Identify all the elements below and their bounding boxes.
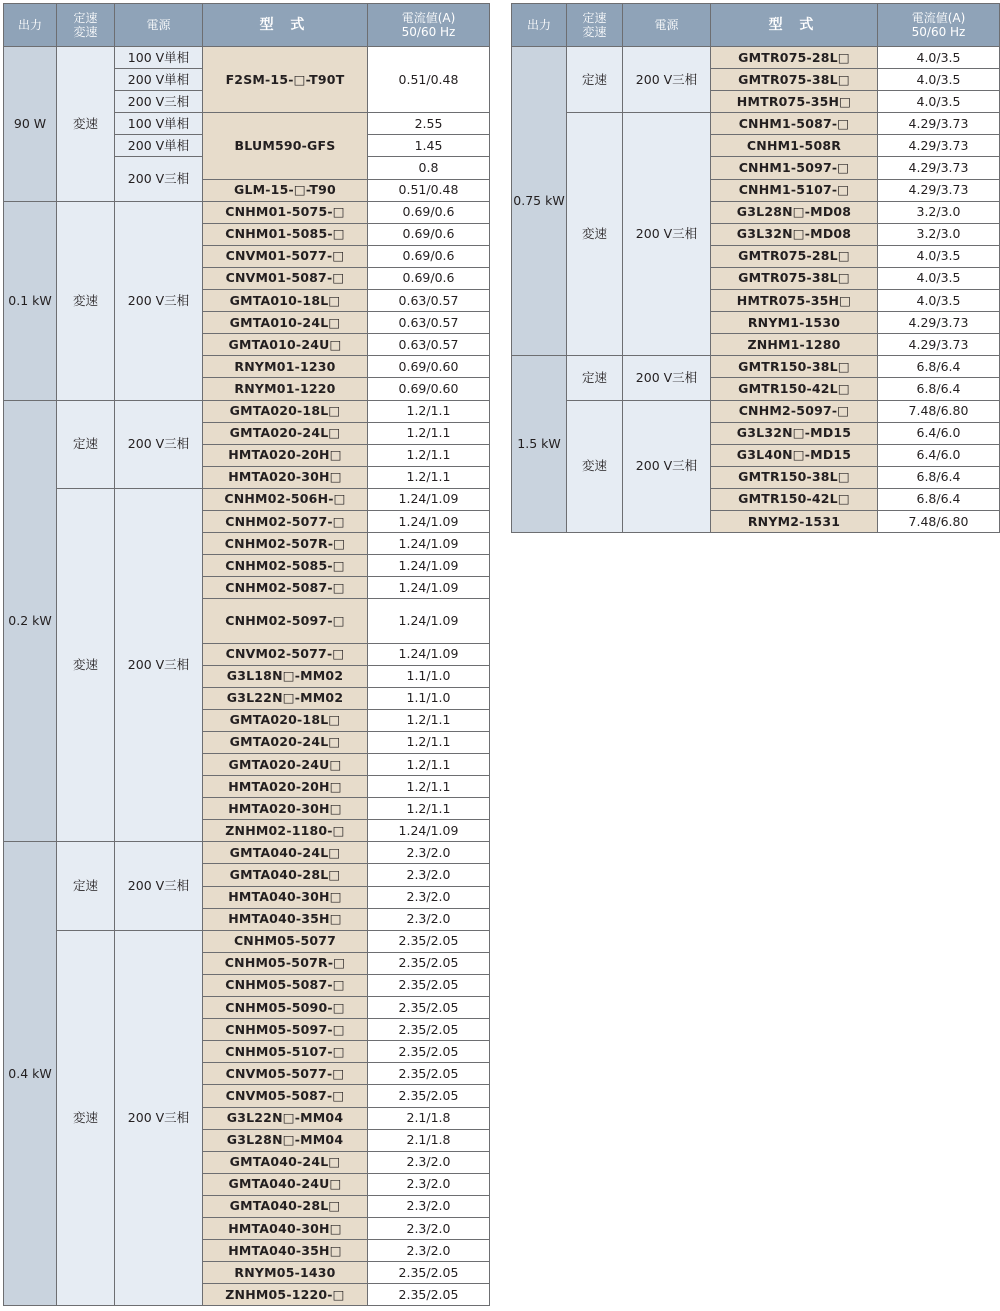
power-supply-cell: 200 V三相	[115, 842, 203, 930]
model-number-cell: ZNHM1-1280	[711, 334, 878, 356]
model-number-cell: GMTR150-42L□	[711, 378, 878, 400]
current-value-cell: 0.69/0.60	[368, 356, 490, 378]
header-current	[878, 4, 1000, 47]
table-row	[512, 400, 1000, 422]
power-supply-cell: 200 V単相	[115, 69, 203, 91]
power-supply-cell: 200 V三相	[623, 356, 711, 400]
header-speed	[57, 4, 115, 47]
model-number-cell: GMTA040-24L□	[203, 1151, 368, 1173]
header-speed-line1: 定速	[73, 11, 98, 25]
current-value-cell: 0.63/0.57	[368, 312, 490, 334]
current-value-cell: 0.69/0.6	[368, 267, 490, 289]
current-value-cell: 4.29/3.73	[878, 135, 1000, 157]
current-value-cell: 2.35/2.05	[368, 1284, 490, 1306]
power-supply-cell: 200 V三相	[115, 91, 203, 113]
model-number-cell: GMTR150-38L□	[711, 356, 878, 378]
current-value-cell: 1.24/1.09	[368, 533, 490, 555]
model-number-cell: G3L22N□-MM02	[203, 687, 368, 709]
current-value-cell: 2.35/2.05	[368, 974, 490, 996]
power-supply-cell: 200 V三相	[623, 113, 711, 356]
table-row	[512, 113, 1000, 135]
speed-type-cell: 変速	[567, 400, 623, 533]
current-value-cell: 6.4/6.0	[878, 422, 1000, 444]
current-value-cell: 1.24/1.09	[368, 488, 490, 510]
header-speed-line2: 変速	[582, 25, 607, 39]
header-current-line2: 50/60 Hz	[911, 25, 966, 39]
model-number-cell: HMTA020-20H□	[203, 444, 368, 466]
model-number-cell: G3L28N□-MD08	[711, 201, 878, 223]
model-number-cell: RNYM1-1530	[711, 312, 878, 334]
model-number-cell: CNHM05-5077	[203, 930, 368, 952]
current-value-cell: 1.1/1.0	[368, 665, 490, 687]
current-value-cell: 0.8	[368, 157, 490, 179]
model-number-cell: CNVM02-5077-□	[203, 643, 368, 665]
header-model: 型 式	[711, 4, 878, 47]
speed-type-cell: 変速	[57, 930, 115, 1306]
model-number-cell: GMTR075-28L□	[711, 245, 878, 267]
model-number-cell: RNYM01-1230	[203, 356, 368, 378]
power-supply-cell: 200 V三相	[115, 930, 203, 1306]
current-value-cell: 2.3/2.0	[368, 886, 490, 908]
header-row	[4, 4, 490, 47]
model-number-cell: GMTA010-18L□	[203, 290, 368, 312]
model-number-cell: G3L18N□-MM02	[203, 665, 368, 687]
model-number-cell: GMTA040-28L□	[203, 1195, 368, 1217]
current-value-cell: 1.24/1.09	[368, 555, 490, 577]
model-number-cell: HMTA040-35H□	[203, 1240, 368, 1262]
model-number-cell: RNYM01-1220	[203, 378, 368, 400]
current-value-cell: 1.24/1.09	[368, 510, 490, 532]
model-number-cell: HMTA020-30H□	[203, 798, 368, 820]
header-speed-line1: 定速	[582, 11, 607, 25]
model-number-cell: CNHM05-5107-□	[203, 1041, 368, 1063]
model-number-cell: G3L32N□-MD15	[711, 422, 878, 444]
power-supply-cell: 200 V三相	[115, 488, 203, 842]
current-value-cell: 4.29/3.73	[878, 157, 1000, 179]
model-number-cell: CNHM05-507R-□	[203, 952, 368, 974]
model-number-cell: GMTR150-42L□	[711, 488, 878, 510]
header-current	[368, 4, 490, 47]
current-value-cell: 6.4/6.0	[878, 444, 1000, 466]
header-current-line1: 電流値(A)	[911, 11, 966, 25]
header-row	[512, 4, 1000, 47]
model-number-cell: GMTA040-24U□	[203, 1173, 368, 1195]
current-value-cell: 2.3/2.0	[368, 1151, 490, 1173]
current-value-cell: 2.55	[368, 113, 490, 135]
current-value-cell: 1.2/1.1	[368, 444, 490, 466]
model-number-cell: GMTA010-24U□	[203, 334, 368, 356]
model-number-cell: CNVM05-5077-□	[203, 1063, 368, 1085]
model-number-cell: G3L40N□-MD15	[711, 444, 878, 466]
current-value-cell: 2.35/2.05	[368, 952, 490, 974]
power-supply-cell: 200 V三相	[623, 400, 711, 533]
current-value-cell: 1.2/1.1	[368, 422, 490, 444]
current-value-cell: 1.2/1.1	[368, 466, 490, 488]
model-number-cell: G3L32N□-MD08	[711, 223, 878, 245]
model-number-cell: GMTA010-24L□	[203, 312, 368, 334]
current-value-cell: 7.48/6.80	[878, 510, 1000, 532]
current-value-cell: 1.1/1.0	[368, 687, 490, 709]
spec-table-left	[3, 3, 490, 1306]
model-number-cell: CNHM02-5097-□	[203, 599, 368, 643]
model-number-cell: CNVM05-5087-□	[203, 1085, 368, 1107]
model-number-cell: GLM-15-□-T90	[203, 179, 368, 201]
current-value-cell: 0.63/0.57	[368, 334, 490, 356]
current-value-cell: 3.2/3.0	[878, 201, 1000, 223]
model-number-cell: HMTA020-30H□	[203, 466, 368, 488]
current-value-cell: 4.0/3.5	[878, 245, 1000, 267]
current-value-cell: 4.0/3.5	[878, 69, 1000, 91]
speed-type-cell: 定速	[567, 47, 623, 113]
current-value-cell: 3.2/3.0	[878, 223, 1000, 245]
current-value-cell: 4.29/3.73	[878, 334, 1000, 356]
current-value-cell: 0.69/0.6	[368, 223, 490, 245]
model-number-cell: RNYM05-1430	[203, 1262, 368, 1284]
current-value-cell: 4.29/3.73	[878, 312, 1000, 334]
model-number-cell: HMTR075-35H□	[711, 91, 878, 113]
table-row	[4, 930, 490, 952]
model-number-cell: ZNHM02-1180-□	[203, 820, 368, 842]
model-number-cell: GMTA020-24L□	[203, 731, 368, 753]
speed-type-cell: 定速	[57, 842, 115, 930]
current-value-cell: 4.29/3.73	[878, 113, 1000, 135]
model-number-cell: ZNHM05-1220-□	[203, 1284, 368, 1306]
header-power: 電源	[115, 4, 203, 47]
header-speed-line2: 変速	[73, 25, 98, 39]
model-number-cell: G3L22N□-MM04	[203, 1107, 368, 1129]
power-supply-cell: 200 V三相	[115, 157, 203, 201]
model-number-cell: CNHM02-5087-□	[203, 577, 368, 599]
current-value-cell: 2.35/2.05	[368, 1085, 490, 1107]
current-value-cell: 2.35/2.05	[368, 1019, 490, 1041]
current-value-cell: 2.3/2.0	[368, 864, 490, 886]
current-value-cell: 2.1/1.8	[368, 1107, 490, 1129]
speed-type-cell: 定速	[567, 356, 623, 400]
current-value-cell: 2.35/2.05	[368, 1262, 490, 1284]
current-value-cell: 1.2/1.1	[368, 798, 490, 820]
current-value-cell: 2.3/2.0	[368, 1173, 490, 1195]
current-value-cell: 0.69/0.6	[368, 201, 490, 223]
speed-type-cell: 変速	[567, 113, 623, 356]
current-value-cell: 6.8/6.4	[878, 356, 1000, 378]
current-value-cell: 4.0/3.5	[878, 290, 1000, 312]
model-number-cell: CNHM02-5085-□	[203, 555, 368, 577]
model-number-cell: CNHM1-5097-□	[711, 157, 878, 179]
table-row	[4, 842, 490, 864]
current-value-cell: 1.24/1.09	[368, 599, 490, 643]
power-supply-cell: 100 V単相	[115, 47, 203, 69]
model-number-cell: GMTR075-28L□	[711, 47, 878, 69]
model-number-cell: GMTR075-38L□	[711, 267, 878, 289]
current-value-cell: 1.2/1.1	[368, 731, 490, 753]
current-value-cell: 2.3/2.0	[368, 842, 490, 864]
current-value-cell: 0.69/0.6	[368, 245, 490, 267]
model-number-cell: CNHM01-5075-□	[203, 201, 368, 223]
model-number-cell: GMTA040-24L□	[203, 842, 368, 864]
current-value-cell: 2.3/2.0	[368, 1195, 490, 1217]
table-row	[4, 47, 490, 69]
model-number-cell: CNHM05-5087-□	[203, 974, 368, 996]
output-cell: 0.1 kW	[4, 201, 57, 400]
current-value-cell: 1.2/1.1	[368, 400, 490, 422]
current-value-cell: 1.2/1.1	[368, 709, 490, 731]
current-value-cell: 4.29/3.73	[878, 179, 1000, 201]
current-value-cell: 2.35/2.05	[368, 1041, 490, 1063]
model-number-cell: HMTA040-30H□	[203, 886, 368, 908]
output-cell: 90 W	[4, 47, 57, 202]
current-value-cell: 7.48/6.80	[878, 400, 1000, 422]
table-body-right	[512, 47, 1000, 533]
header-output: 出力	[512, 4, 567, 47]
header-current-line2: 50/60 Hz	[401, 25, 456, 39]
header-speed	[567, 4, 623, 47]
current-value-cell: 2.3/2.0	[368, 908, 490, 930]
model-number-cell: GMTR075-38L□	[711, 69, 878, 91]
model-number-cell: HMTR075-35H□	[711, 290, 878, 312]
current-value-cell: 2.3/2.0	[368, 1217, 490, 1239]
speed-type-cell: 変速	[57, 47, 115, 202]
table-row	[512, 47, 1000, 69]
current-value-cell: 4.0/3.5	[878, 91, 1000, 113]
current-value-cell: 6.8/6.4	[878, 378, 1000, 400]
spec-table-right	[511, 3, 1000, 533]
power-supply-cell: 200 V三相	[115, 201, 203, 400]
model-number-cell: CNHM05-5097-□	[203, 1019, 368, 1041]
current-value-cell: 2.35/2.05	[368, 997, 490, 1019]
model-number-cell: CNHM01-5085-□	[203, 223, 368, 245]
current-value-cell: 1.2/1.1	[368, 754, 490, 776]
model-number-cell: HMTA040-30H□	[203, 1217, 368, 1239]
header-model: 型 式	[203, 4, 368, 47]
model-number-cell: G3L28N□-MM04	[203, 1129, 368, 1151]
model-number-cell: F2SM-15-□-T90T	[203, 47, 368, 113]
model-number-cell: HMTA040-35H□	[203, 908, 368, 930]
model-number-cell: BLUM590-GFS	[203, 113, 368, 179]
current-value-cell: 2.35/2.05	[368, 930, 490, 952]
header-output: 出力	[4, 4, 57, 47]
model-number-cell: CNHM02-507R-□	[203, 533, 368, 555]
model-number-cell: CNHM05-5090-□	[203, 997, 368, 1019]
current-value-cell: 1.24/1.09	[368, 577, 490, 599]
output-cell: 0.4 kW	[4, 842, 57, 1306]
output-cell: 1.5 kW	[512, 356, 567, 533]
output-cell: 0.2 kW	[4, 400, 57, 842]
power-supply-cell: 200 V三相	[623, 47, 711, 113]
current-value-cell: 6.8/6.4	[878, 466, 1000, 488]
model-number-cell: RNYM2-1531	[711, 510, 878, 532]
model-number-cell: CNHM02-5077-□	[203, 510, 368, 532]
table-row	[4, 488, 490, 510]
current-value-cell: 1.2/1.1	[368, 776, 490, 798]
current-value-cell: 0.51/0.48	[368, 179, 490, 201]
table-row	[4, 400, 490, 422]
model-number-cell: GMTA020-18L□	[203, 709, 368, 731]
power-supply-cell: 200 V三相	[115, 400, 203, 488]
current-value-cell: 1.24/1.09	[368, 643, 490, 665]
model-number-cell: GMTA040-28L□	[203, 864, 368, 886]
header-power: 電源	[623, 4, 711, 47]
current-value-cell: 2.35/2.05	[368, 1063, 490, 1085]
table-body-left	[4, 47, 490, 1306]
current-value-cell: 0.63/0.57	[368, 290, 490, 312]
model-number-cell: CNHM02-506H-□	[203, 488, 368, 510]
current-value-cell: 0.69/0.60	[368, 378, 490, 400]
power-supply-cell: 200 V単相	[115, 135, 203, 157]
model-number-cell: CNVM01-5077-□	[203, 245, 368, 267]
current-value-cell: 4.0/3.5	[878, 47, 1000, 69]
model-number-cell: CNHM1-508R	[711, 135, 878, 157]
model-number-cell: CNVM01-5087-□	[203, 267, 368, 289]
current-value-cell: 1.45	[368, 135, 490, 157]
current-value-cell: 2.1/1.8	[368, 1129, 490, 1151]
model-number-cell: GMTR150-38L□	[711, 466, 878, 488]
speed-type-cell: 変速	[57, 488, 115, 842]
table-row	[512, 356, 1000, 378]
power-supply-cell: 100 V単相	[115, 113, 203, 135]
model-number-cell: HMTA020-20H□	[203, 776, 368, 798]
model-number-cell: CNHM1-5107-□	[711, 179, 878, 201]
speed-type-cell: 定速	[57, 400, 115, 488]
header-current-line1: 電流値(A)	[401, 11, 456, 25]
model-number-cell: CNHM1-5087-□	[711, 113, 878, 135]
current-value-cell: 2.3/2.0	[368, 1240, 490, 1262]
model-number-cell: GMTA020-18L□	[203, 400, 368, 422]
current-value-cell: 6.8/6.4	[878, 488, 1000, 510]
current-value-cell: 4.0/3.5	[878, 267, 1000, 289]
current-value-cell: 0.51/0.48	[368, 47, 490, 113]
speed-type-cell: 変速	[57, 201, 115, 400]
current-value-cell: 1.24/1.09	[368, 820, 490, 842]
model-number-cell: GMTA020-24L□	[203, 422, 368, 444]
table-row	[4, 201, 490, 223]
model-number-cell: GMTA020-24U□	[203, 754, 368, 776]
model-number-cell: CNHM2-5097-□	[711, 400, 878, 422]
output-cell: 0.75 kW	[512, 47, 567, 356]
